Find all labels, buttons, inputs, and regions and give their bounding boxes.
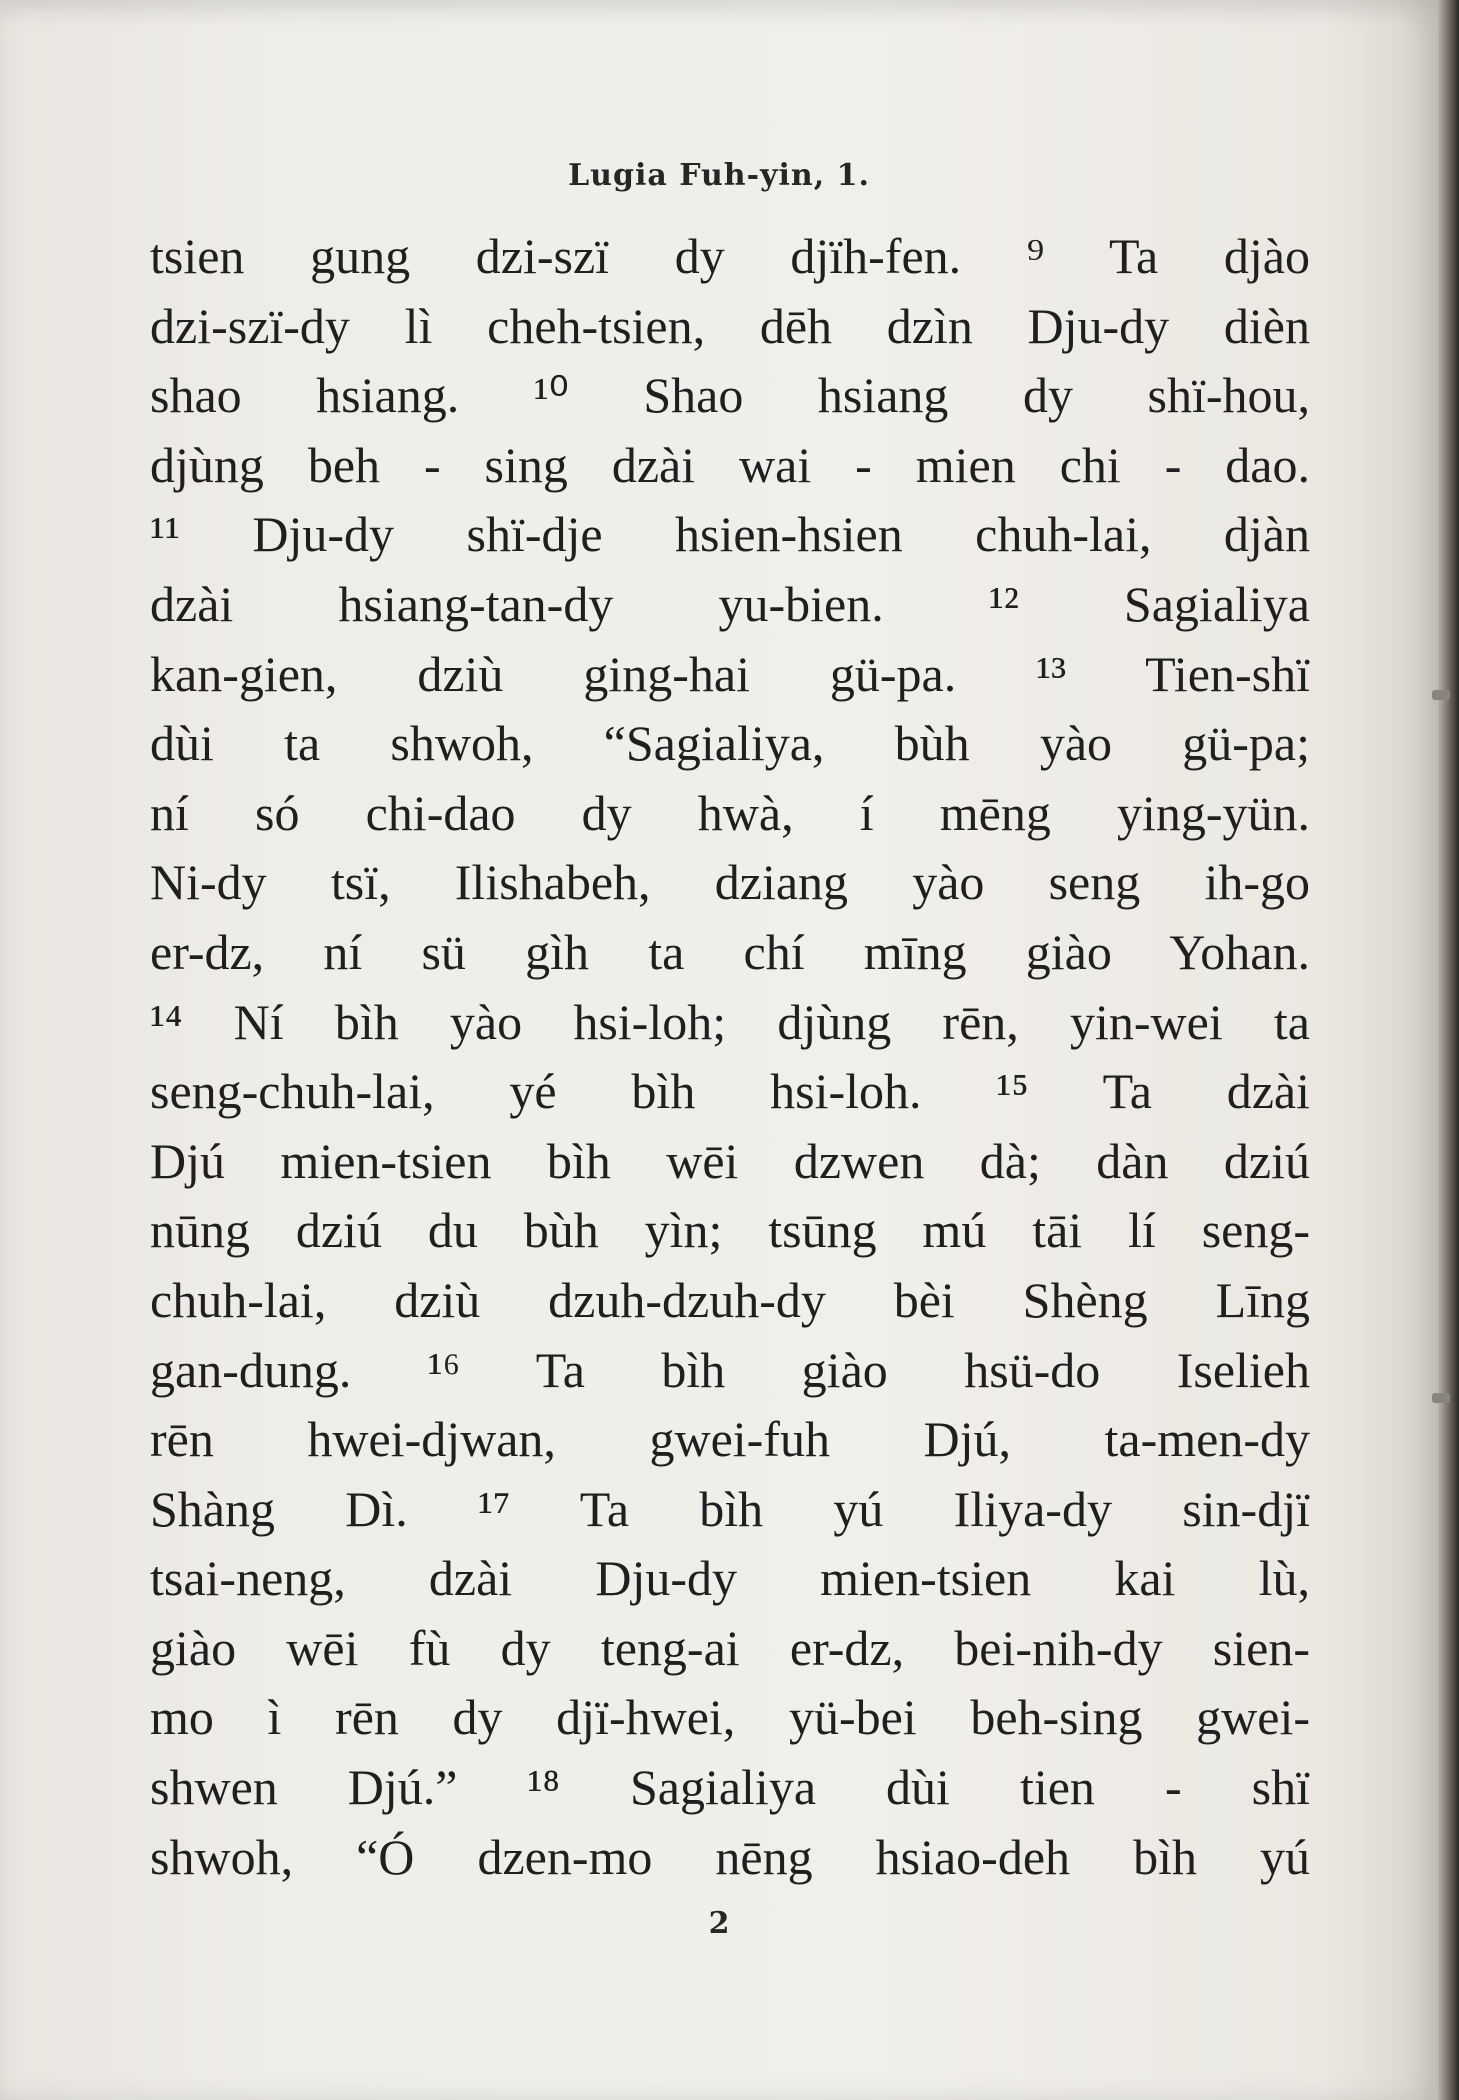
text-line: djùng beh - sing dzài wai - mien chi - dao. (150, 436, 1310, 493)
body-text (150, 222, 1310, 1892)
text-line: dùi ta shwoh, “Sagialiya, bùh yào gü-pa; (150, 715, 1310, 772)
text-line: Shàng Dì. ¹⁷ Ta bìh yú Iliya-dy sin-djï (150, 1480, 1310, 1537)
book-spine (1438, 0, 1459, 2100)
text-line: nūng dziú du bùh yìn; tsūng mú tāi lí seng- (150, 1202, 1310, 1259)
text-line: er-dz, ní sü gìh ta chí mīng giào Yohan. (150, 923, 1310, 980)
text-line: ní só chi-dao dy hwà, í mēng ying-yün. (150, 784, 1310, 841)
text-line: ¹⁴ Ní bìh yào hsi-loh; djùng rēn, yin-wei ta (150, 993, 1310, 1050)
text-line: Djú mien-tsien bìh wēi dzwen dà; dàn dziú (150, 1132, 1310, 1189)
binding-stitch (1432, 690, 1450, 700)
text-line: shwoh, “Ó dzen-mo nēng hsiao-deh bìh yú (150, 1828, 1310, 1885)
text-line: dzi-szï-dy lì cheh-tsien, dēh dzìn Dju-dy dièn (150, 297, 1310, 354)
text-line: kan-gien, dziù ging-hai gü-pa. ¹³ Tien-shï (150, 645, 1310, 702)
text-line: giào wēi fù dy teng-ai er-dz, bei-nih-dy sien- (150, 1619, 1310, 1676)
text-line: shwen Djú.” ¹⁸ Sagialiya dùi tien - shï (150, 1759, 1310, 1816)
binding-stitch (1432, 1393, 1450, 1403)
text-line: dzài hsiang-tan-dy yu-bien. ¹² Sagialiya (150, 575, 1310, 632)
page-number: 2 (708, 1906, 730, 1941)
text-line: rēn hwei-djwan, gwei-fuh Djú, ta-men-dy (150, 1411, 1310, 1468)
text-line: ¹¹ Dju-dy shï-dje hsien-hsien chuh-lai, djàn (150, 506, 1310, 563)
text-line: chuh-lai, dziù dzuh-dzuh-dy bèi Shèng Līng (150, 1271, 1310, 1328)
running-header: Lugia Fuh-yin, 1. (568, 158, 870, 193)
text-line: Ni-dy tsï, Ilishabeh, dziang yào seng ih-go (150, 854, 1310, 911)
text-line: mo ì rēn dy djï-hwei, yü-bei beh-sing gwei- (150, 1689, 1310, 1746)
text-line: seng-chuh-lai, yé bìh hsi-loh. ¹⁵ Ta dzài (150, 1063, 1310, 1120)
text-line: tsai-neng, dzài Dju-dy mien-tsien kai lù, (150, 1550, 1310, 1607)
text-line: shao hsiang. ¹⁰ Shao hsiang dy shï-hou, (150, 367, 1310, 424)
text-line: gan-dung. ¹⁶ Ta bìh giào hsü-do Iselieh (150, 1341, 1310, 1398)
text-line: tsien gung dzi-szï dy djïh-fen. ⁹ Ta djào (150, 228, 1310, 284)
